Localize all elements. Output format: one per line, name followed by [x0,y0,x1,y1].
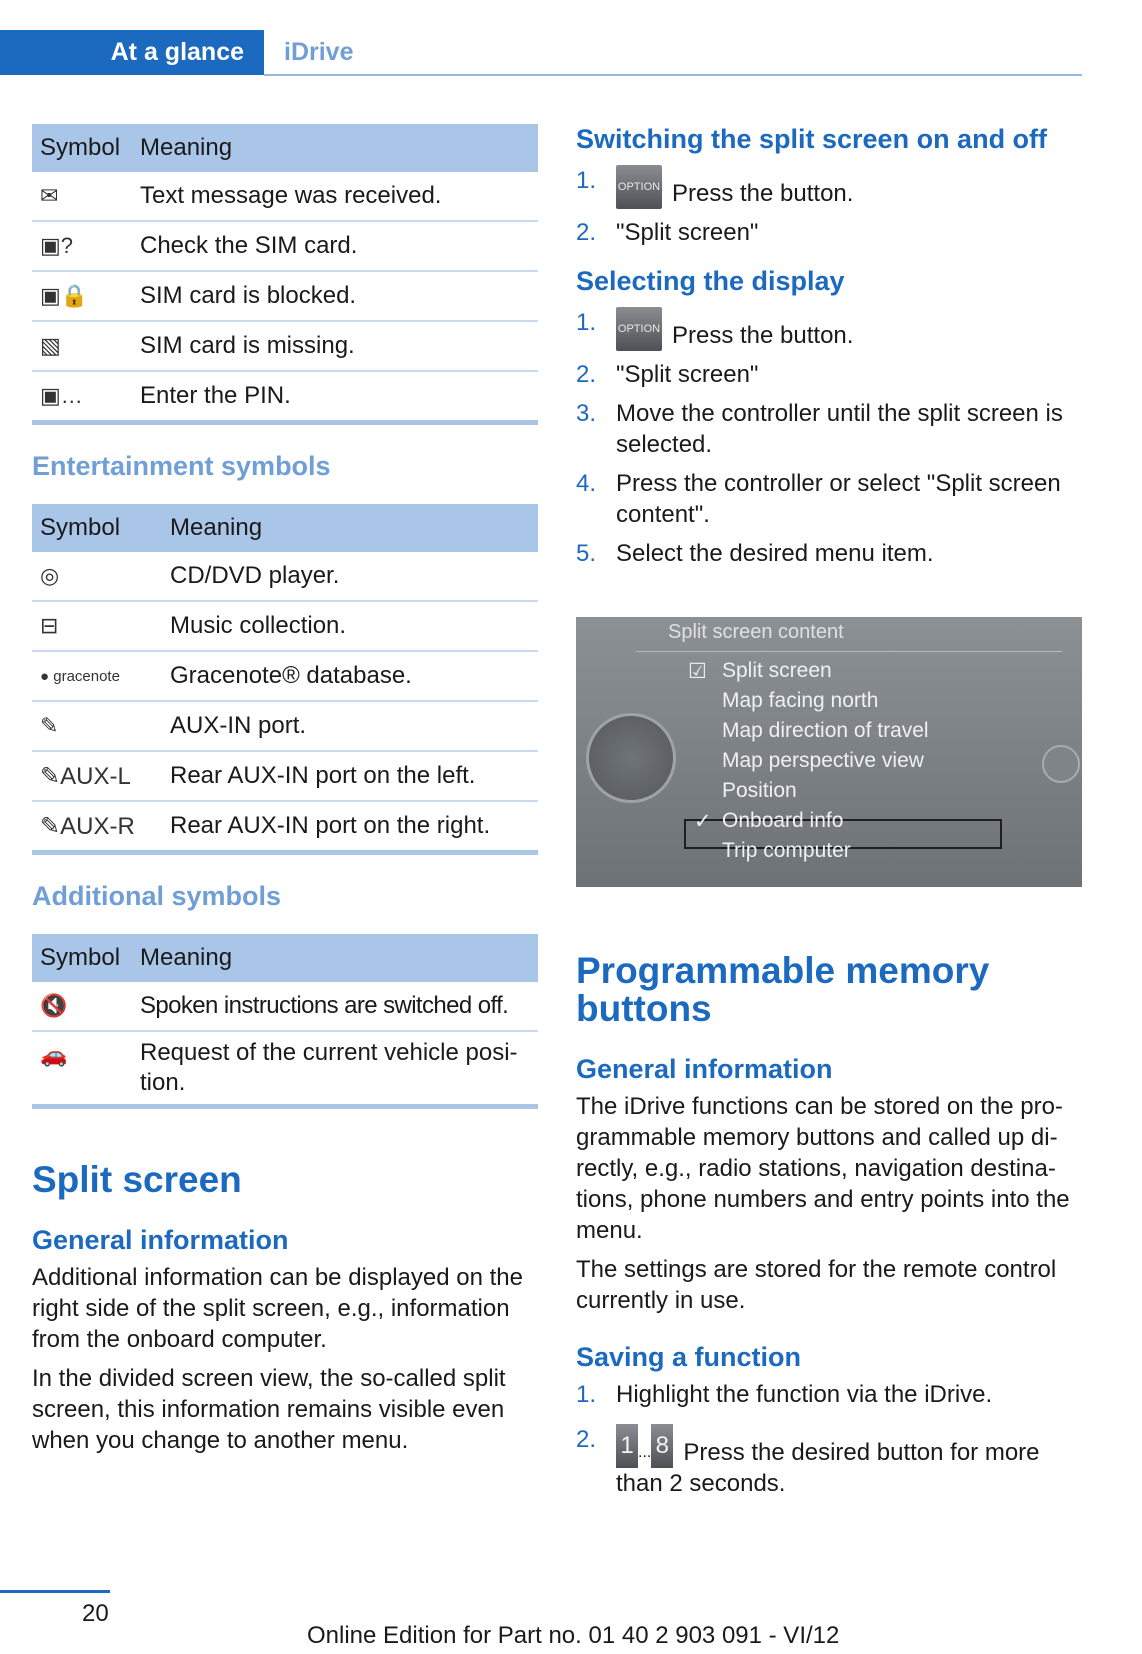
split-general-heading: General information [32,1225,289,1255]
page-number: 20 [82,1600,109,1627]
meaning-cell: Text message was received. [132,172,538,221]
checkmark-icon: ✓ [694,810,712,833]
memory-button-8-image: 8 [651,1424,673,1468]
aux-plug-icon: ✎ [40,713,59,738]
table-row [32,751,538,801]
split-screen-title: Split screen [32,1159,242,1200]
list-item: 4. Press the controller or select "Split screen content". [576,470,1061,528]
meaning-cell: Check the SIM card. [132,221,538,271]
table-header-symbol: Symbol [32,504,162,552]
switching-steps [576,165,1082,248]
edition-footer: Online Edition for Part no. 01 40 2 903 091 - VI/12 [307,1622,840,1649]
header-rule [264,74,1082,76]
meaning-cell: CD/DVD player. [162,552,538,601]
controller-knob [586,713,676,803]
table-row [32,321,538,371]
list-item: 5. Select the desired menu item. [576,540,934,567]
list-item: 2. "Split screen" [576,361,759,388]
table-header-symbol: Symbol [32,934,132,982]
table-row [32,371,538,423]
table-header-meaning: Meaning [132,934,538,982]
table-row [32,651,538,701]
table-header-meaning: Meaning [132,124,538,172]
aux-left-symbol: ✎AUX-L [40,762,131,790]
memory-general-heading: General information [576,1054,833,1084]
table-row [32,601,538,651]
list-item: 2. 1 ... 8 Press the desired button for more than 2 seconds. [576,1426,1040,1497]
music-collection-icon: ⊟ [40,613,59,638]
step-text: Highlight the function via the iDrive. [616,1381,993,1408]
sim-missing-icon: ▧ [40,333,61,358]
table-row [32,1031,538,1107]
right-column [576,124,1082,577]
table-row [32,221,538,271]
meaning-cell: Request of the current vehicle posi‐ tion. [132,1031,538,1107]
meaning-cell: Gracenote® database. [162,651,538,701]
split-paragraph-1: Additional information can be displayed on the right side of the split screen, e.g., information from the onboard computer. [32,1264,523,1353]
memory-paragraph-1: The iDrive functions can be stored on the pro‐ grammable memory buttons and called up di‐ rectly, e.g., radio stations, navigation destina‐ tions, phone numbers and entry points into the menu. [576,1093,1070,1244]
list-item: 1. OPTION Press the button. [576,167,854,207]
meaning-cell: SIM card is blocked. [132,271,538,321]
list-item: 1. OPTION Press the button. [576,309,854,349]
table-row [32,801,538,853]
meaning-cell: Rear AUX-IN port on the left. [162,751,538,801]
additional-heading: Additional symbols [32,881,282,911]
step-text: Press the button. [672,322,854,349]
footer-rule [0,1590,110,1593]
table-header-symbol: Symbol [32,124,132,172]
chapter-tab: At a glance [0,30,264,75]
meaning-cell: AUX-IN port. [162,701,538,751]
option-button-image: OPTION [616,307,662,351]
aux-right-symbol: ✎AUX-R [40,812,135,840]
meaning-cell: Spoken instructions are switched off. [132,982,538,1031]
section-label: iDrive [284,38,354,66]
memory-button-1-image: 1 [616,1424,638,1468]
table-row [32,701,538,751]
table-header-meaning: Meaning [162,504,538,552]
list-item: 2. "Split screen" [576,219,759,246]
menu-item: Split screen [722,659,832,682]
ellipsis: ... [638,1444,652,1461]
meaning-cell: SIM card is missing. [132,321,538,371]
step-text: "Split screen" [616,361,759,388]
left-column [32,124,538,1456]
table-row [32,172,538,221]
split-screen-illustration [576,617,1082,887]
vehicle-position-icon: 🚗 [40,1042,68,1067]
screen-title: Split screen content [668,621,844,643]
menu-item: Map perspective view [722,749,924,772]
gracenote-icon: ● gracenote [40,667,120,685]
list-item: 3. Move the controller until the split screen is selected. [576,400,1063,458]
checkbox-icon: ☑ [688,660,707,683]
menu-item: Trip computer [722,839,851,862]
saving-heading: Saving a function [576,1342,802,1372]
step-text: Select the desired menu item. [616,540,934,567]
step-text: Press the button. [672,180,854,207]
menu-item: Map facing north [722,689,879,712]
meaning-cell: Rear AUX-IN port on the right. [162,801,538,853]
table-row [32,552,538,601]
envelope-icon: ✉ [40,183,59,208]
meaning-cell: Music collection. [162,601,538,651]
sim-check-icon: ▣? [40,233,74,258]
menu-item: Position [722,779,797,802]
table-row [32,982,538,1031]
memory-title: Programmable memory buttons [576,950,990,1029]
memory-section [576,952,1082,1507]
switching-heading: Switching the split screen on and off [576,124,1048,154]
step-text: Move the controller until the split screen is selected. [616,400,1063,458]
step-text: "Split screen" [616,219,759,246]
additional-table [32,934,538,1109]
menu-item-selected: Onboard info [722,809,844,832]
option-button-image: OPTION [616,165,662,209]
entertainment-heading: Entertainment symbols [32,451,331,481]
split-paragraph-2: In the divided screen view, the so-called split screen, this information remains visible even when you change to another menu. [32,1365,506,1454]
menu-item: Map direction of travel [722,719,929,742]
selecting-steps [576,307,1082,569]
meaning-cell: Enter the PIN. [132,371,538,423]
sim-pin-icon: ▣… [40,383,83,408]
table-row [32,271,538,321]
step-text: Press the controller or select "Split screen content". [616,470,1061,528]
saving-steps [576,1379,1082,1499]
screen-title-rule [636,651,1062,652]
memory-paragraph-2: The settings are stored for the remote control currently in use. [576,1256,1057,1314]
cd-dvd-icon: ◎ [40,563,60,588]
side-knob [1042,745,1080,783]
entertainment-table [32,504,538,855]
voice-off-icon: 🔇 [40,993,68,1018]
sim-blocked-icon: ▣🔒 [40,283,89,308]
selecting-heading: Selecting the display [576,266,845,296]
step-text: Press the desired button for more than 2 seconds. [616,1439,1040,1497]
list-item: 1. Highlight the function via the iDrive. [576,1381,993,1408]
status-symbols-table [32,124,538,425]
